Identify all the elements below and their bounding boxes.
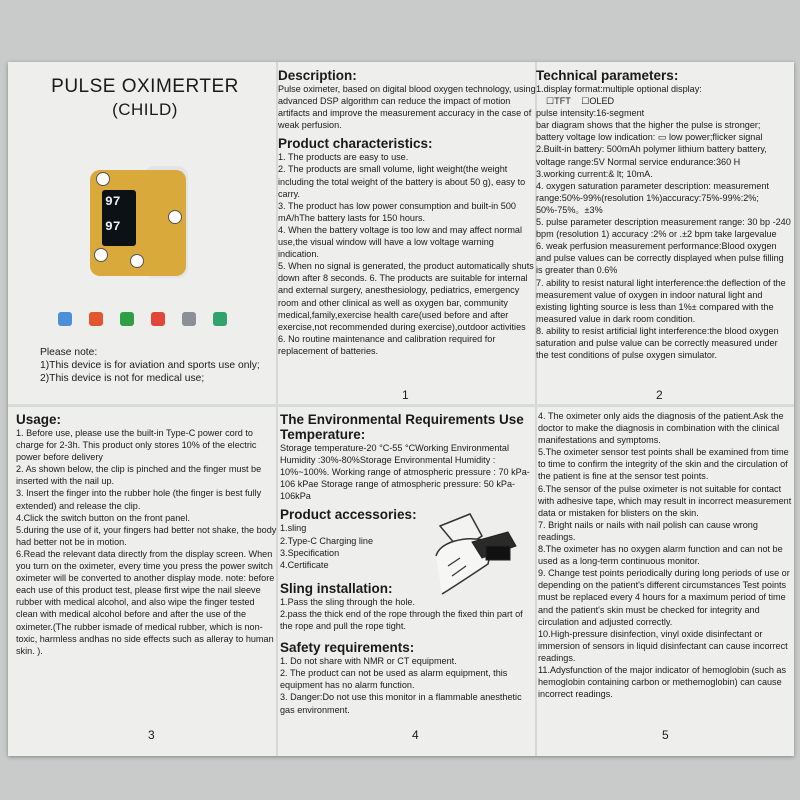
list-item: 1.sling [280, 523, 307, 534]
page-number: 3 [148, 728, 155, 742]
list-item: 3. Insert the finger into the rubber hole (the finger is best fully extended) and release the clip. [16, 488, 262, 511]
checkbox-icon: ☐ [546, 96, 555, 107]
list-item: 3. The product has low power consumption and built-in 500 mA/hThe battery lasts for 150 hours. [278, 200, 516, 223]
description-text [278, 83, 536, 131]
list-item: 2. The product can not be used as alarm equipment, this equipment has no alarm function. [280, 668, 508, 691]
environment-text [280, 442, 536, 502]
portable-icon [151, 312, 165, 326]
list-item: 8.The oximeter has no oxygen alarm function and can not be used as a long-term continuous monitor. [538, 544, 783, 567]
list-item: 5.during the use of it, your fingers had better not shake, the body had better not be in motion. [16, 524, 277, 547]
list-item: 4. oxygen saturation parameter description: measurement range:50%-99%(resolution 1%)accuracy:75%-99%:2%; 50%-75%。±3% [536, 180, 770, 215]
list-item: 2. As shown below, the clip is pinched and the finger must be inserted with the nail up. [16, 464, 262, 487]
page-number: 1 [402, 388, 409, 402]
accessories-heading: Product accessories: [280, 507, 417, 523]
list-item: 3. Danger:Do not use this monitor in a flammable anesthetic gas environment. [280, 692, 522, 715]
oximeter-body [90, 170, 186, 276]
spo2-icon [182, 312, 196, 326]
list-item: 2. The products are small volume, light weight(the weight including the total weight of the battery is about 50 g), easy to carry. [278, 164, 526, 199]
list-item: 3.working current:& lt; 10mA. [536, 168, 653, 179]
usage-list [16, 427, 278, 657]
list-item: 6. No routine maintenance and calibration required for replacement of batteries. [278, 333, 496, 356]
list-item: bar diagram shows that the higher the pulse is stronger; [536, 120, 761, 131]
finger-clip-illustration [430, 506, 526, 598]
list-item: 4. The oximeter only aids the diagnosis of the patient.Ask the doctor to make the diagnosis in combination with the clinical manifestations and symptoms. [538, 411, 784, 446]
cover-panel [16, 66, 274, 404]
page-number: 5 [662, 728, 669, 742]
oxygen-icon [213, 312, 227, 326]
list-item: 1. The products are easy to use. [278, 152, 409, 163]
list-item: 1. Do not share with NMR or CT equipment. [280, 656, 457, 667]
panda-face-icon [96, 172, 110, 186]
list-item: 2.Type-C Charging line [280, 535, 374, 546]
note-item: 2)This device is not for medical use; [40, 373, 205, 384]
technical-list [536, 83, 792, 361]
list-item: 9. Change test points periodically during long periods of use or depending on the patient's different circumstances Test points must be replaced every 4 hours for a maximum period of time and the patient's skin must be checked for integrity and circulation and adjusted correctly. [538, 568, 790, 627]
description-paragraph: Pulse oximeter, based on digital blood oxygen technology, using advanced DSP algorithm can reduce the impact of motion artifacts and improve the measurement accuracy in the case of weak perfusion. [278, 84, 536, 131]
list-item: 11.Adysfunction of the major indicator of hemoglobin (such as hemoglobin containing carbon or methemoglobin) can cause incorrect readings. [538, 664, 787, 700]
panda-face-icon [94, 248, 108, 262]
panda-face-icon [168, 210, 182, 224]
list-item: 5. When no signal is generated, the product automatically shuts down after 8 seconds. 6. The products are suitable for internal and external surgery, anesthesiology, pediatrics, emergency room and other clinical as well as oxygen bar, community medical,family,exercise health care(used before and after exercise,not recommended during exercise),outdoor activities [278, 261, 534, 332]
characteristics-heading: Product characteristics: [278, 136, 433, 152]
list-item: 1.Pass the sling through the hole. [280, 596, 415, 607]
environment-heading: The Environmental Requirements Use Temperature: [280, 412, 524, 442]
feature-icons [58, 312, 238, 332]
list-item: 1. Before use, please use the built-in Type-C power cord to charge for 2-3h. This product only stores 10% of the electric power before delivery [16, 428, 257, 463]
oximeter-image [86, 164, 192, 282]
option-label: OLED [589, 96, 615, 107]
list-item: 5.The oximeter sensor test points shall be examined from time to time to confirm the integrity of the skin and the circulation of the patient is fine at the sensor test points. [538, 447, 789, 482]
pulse-reading: 97 [105, 219, 121, 234]
page-number: 4 [412, 728, 419, 742]
warnings-panel [538, 408, 792, 752]
list-item: pulse intensity:16-segment [536, 108, 645, 119]
list-item: 1.display format:multiple optional display: [536, 84, 702, 94]
usage-heading: Usage: [16, 412, 62, 427]
option-label: TFT [554, 96, 571, 107]
display-options [536, 95, 792, 107]
list-item: 6. weak perfusion measurement performance:Blood oxygen and pulse values can be correctly displayed when pulse filling is greater than 0.6% [536, 241, 784, 276]
list-item: 5. pulse parameter description measurement range: 30 bp -240 bpm (resolution 1) accuracy :2% or .±2 bpm take largevalue [536, 217, 791, 240]
product-subtitle: (CHILD) [112, 100, 178, 119]
list-item: 6.The sensor of the pulse oximeter is not suitable for contact with adhesive tape, which may result in incorrect measurement data or mistaken for blisters on the skin. [538, 483, 792, 518]
description-panel [278, 66, 536, 404]
list-item: 10.High-pressure disinfection, vinyl oxide disinfectant or immersion of sensors in liquid disinfectant can cause incorrect readings. [538, 628, 788, 663]
technical-heading: Technical parameters: [536, 68, 679, 83]
note-block [40, 346, 274, 385]
list-item: 8. ability to resist artificial light interference:the blood oxygen saturation and pulse value can be correctly measured under the test conditions of pulse oxygen simulator. [536, 325, 779, 361]
pointer-icon [58, 312, 72, 326]
environment-paragraph: Storage temperature-20 °C-55 °CWorking Environmental Humidity :30%-80%Storage Environmental Humidity : 10%~100%. Working range of atmospheric pressure : 70 kPa-106 kPae Storage range of atmospheric pressure: 50 kPa-106kPa [280, 443, 530, 502]
list-item: 7. ability to resist natural light interference:the deflection of the measurement value of oxygen in indoor natural light and existing lighting source is less than 1%± compared with the measured value in dark room condition. [536, 277, 786, 324]
note-title: Please note: [40, 347, 98, 358]
list-item: 7. Bright nails or nails with nail polish can cause wrong readings. [538, 519, 758, 542]
panda-face-icon [130, 254, 144, 268]
list-item: 4.Certificate [280, 559, 329, 570]
product-title: PULSE OXIMERTER [51, 76, 239, 97]
accessories-block [280, 507, 430, 570]
leaflet-sheet [8, 62, 794, 756]
power-icon [120, 312, 134, 326]
warnings-list [538, 410, 792, 700]
note-item: 1)This device is for aviation and sports use only; [40, 360, 260, 371]
checkbox-icon: ☐ [581, 96, 590, 107]
spo2-reading: 97 [105, 194, 121, 209]
list-item: battery voltage low indication: ▭ low power;flicker signal [536, 132, 763, 143]
list-item: 4.Click the switch button on the front panel. [16, 512, 190, 523]
accessories-list [280, 522, 430, 570]
sling-heading: Sling installation: [280, 580, 393, 596]
fold-line [8, 404, 794, 407]
list-item: 4. When the battery voltage is too low and may affect normal use,the visual window will have a low voltage warning indication. [278, 224, 522, 260]
list-item: 3.Specification [280, 547, 340, 558]
safety-heading: Safety requirements: [280, 640, 415, 656]
safety-list [280, 655, 536, 715]
rotate-icon [89, 312, 103, 326]
list-item: 2.pass the thick end of the rope through the fixed thin part of the rope and pull the rope tight. [280, 608, 523, 632]
list-item: 6.Read the relevant data directly from the display screen. When you turn on the oximeter, every time you press the power switch oximeter will be converted to another display mode. note: before each use of this product test, please first wipe the nail sleeve rubber with medical alcohol, and also wipe the finger tested clean with medical alcohol before and after the use of the oximeter.(The rubber ismade of medical rubber, which is non-toxic, harmless andhas no side effects such as alleray to human skin. ). [16, 548, 275, 656]
technical-panel [536, 66, 792, 404]
usage-panel [16, 408, 278, 752]
description-heading: Description: [278, 68, 357, 83]
characteristics-list [278, 151, 536, 357]
sling-list [280, 596, 536, 632]
environment-panel [280, 408, 536, 752]
oximeter-screen [102, 190, 136, 246]
page-number: 2 [656, 388, 663, 402]
list-item: 2.Built-in battery: 500mAh polymer lithium battery battery, voltage range:5V Normal service endurance:360 H [536, 144, 767, 167]
